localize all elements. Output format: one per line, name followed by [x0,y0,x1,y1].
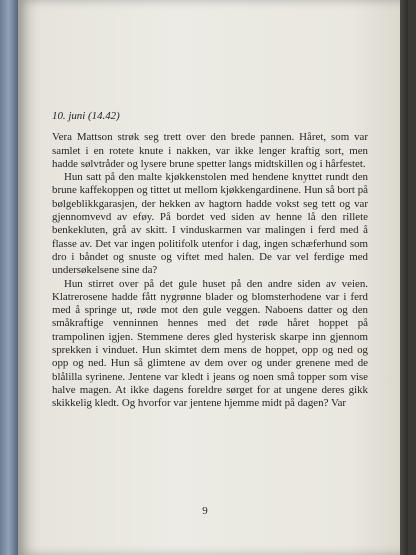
page-text-block [52,110,368,411]
chapter-dateline: 10. juni (14.42) [52,110,120,122]
paragraph-3: Hun stirret over på det gule huset på den andre siden av veien. Klatrerosene hadde fått nygrønne blader og blomsterhodene var i ferd med å springe ut, røde mot den gule veggen. Naboens datter og den småkraftige venninnen hennes med det røde håret hoppet på trampolinen igjen. Stemmene deres gled hysterisk skarpe inn gjennom sprekken i vinduet. Hun skimtet dem mens de hoppet, opp og ned og opp og ned. Hun så glimtene av dem over og under grenene med de blålilla syrinene. Jentene var kledt i jeans og noen små topper som vise halve magen. At ikke dagens foreldre sørget for at ungene deres gikk skikkelig kledt. Og hvorfor var jentene hjemme midt på dagen? Var [52,277,368,410]
paragraph-1: Vera Mattson strøk seg trett over den brede pannen. Håret, som var samlet i en rotete knute i nakken, var ikke lenger kraftig sort, men hadde sølvtråder og lysere brune spetter langs midtskillen og i hårfestet. [52,131,368,170]
page-shadow-edge [400,0,408,555]
book-spine-edge [0,0,18,555]
paragraph-2: Hun satt på den malte kjøkkenstolen med hendene knyttet rundt den brune kaffekoppen og tittet ut mellom kjøkkengardinene. Hun så bort på bølgeblikkgarasjen, der hekken av hagtorn hadde vokst seg tett og var gjennomvevd av eføy. På bordet ved siden av henne lå den rillete benkekluten, grå av skitt. I vinduskarmen var malingen i ferd med å flasse av. Det var ingen politifolk utenfor i dag, ingen schæferhund som dro i båndet og snuste og viftet med halen. De var vel ferdige med undersøkelsene sine da? [52,171,368,277]
page-number: 9 [202,505,208,517]
